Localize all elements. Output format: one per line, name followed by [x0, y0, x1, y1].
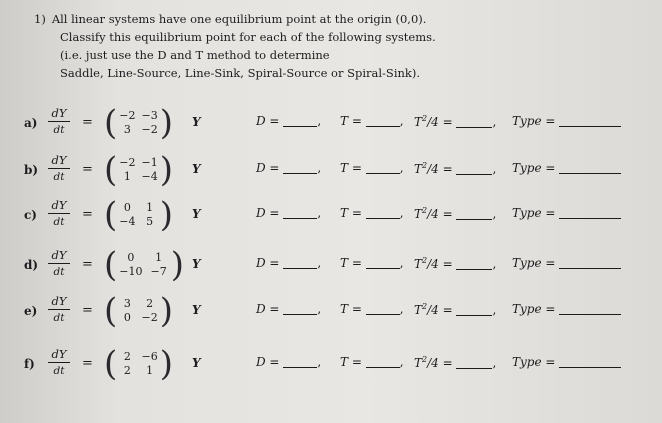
right-paren: ) [159, 103, 173, 143]
determinant-blank[interactable] [283, 268, 317, 269]
derivative-fraction [46, 248, 72, 279]
problem-label: e) [24, 304, 38, 318]
trace-field: T = , [340, 256, 404, 270]
problem-row [24, 104, 644, 144]
trace-blank[interactable] [366, 314, 400, 315]
trace-squared-label: $T^2/4$ = [414, 302, 453, 317]
problem-label: b) [24, 163, 39, 177]
derivative-fraction [46, 153, 72, 184]
left-paren: ( [104, 103, 118, 143]
trace-squared-label: $T^2/4$ = [414, 161, 453, 176]
determinant-blank[interactable] [283, 367, 317, 368]
left-paren: ( [104, 344, 118, 384]
matrix-entry: −3 [141, 109, 158, 122]
trace-label: T = [340, 256, 362, 270]
type-field [512, 256, 621, 270]
question-intro [34, 10, 634, 82]
left-paren: ( [104, 150, 118, 190]
problem-row [24, 292, 644, 332]
type-label: Type = [512, 256, 556, 270]
matrix-entry: −6 [141, 350, 158, 363]
determinant-field: D = , [256, 206, 322, 220]
determinant-label: D = [256, 161, 280, 175]
determinant-field: D = , [256, 161, 322, 175]
intro-line-3: (i.e. just use the D and T method to determine [60, 48, 330, 62]
matrix-entry: 0 [123, 201, 131, 214]
type-label: Type = [512, 302, 556, 316]
determinant-blank[interactable] [283, 173, 317, 174]
determinant-blank[interactable] [283, 126, 317, 127]
matrix-entry: 2 [123, 364, 131, 377]
trace-label: T = [340, 355, 362, 369]
derivative-denominator: dt [53, 312, 65, 324]
fraction-bar [48, 263, 70, 264]
problem-row [24, 196, 644, 236]
problem-label: c) [24, 208, 37, 222]
derivative-fraction [46, 198, 72, 229]
type-blank[interactable] [559, 173, 621, 174]
trace-field: T = , [340, 302, 404, 316]
problem-label: f) [24, 357, 35, 371]
trace-label: T = [340, 206, 362, 220]
equals-sign: = [82, 356, 93, 371]
trace-blank[interactable] [366, 268, 400, 269]
derivative-fraction [46, 106, 72, 137]
intro-text-1: All linear systems have one equilibrium point at the origin (0,0). [51, 12, 427, 26]
right-paren: ) [170, 245, 184, 285]
matrix-entry: 1 [146, 201, 154, 214]
coefficient-matrix [104, 104, 184, 142]
type-label: Type = [512, 355, 556, 369]
coefficient-matrix [104, 292, 184, 330]
trace-squared-blank[interactable] [456, 127, 492, 128]
state-vector: Y [192, 356, 201, 370]
matrix-cells [117, 201, 159, 229]
matrix-entry: −4 [141, 170, 158, 183]
intro-line-2: Classify this equilibrium point for each of the following systems. [60, 30, 436, 44]
trace-blank[interactable] [366, 367, 400, 368]
left-paren: ( [104, 245, 118, 285]
matrix-entry: 2 [146, 297, 154, 310]
type-field [512, 161, 621, 175]
equals-sign: = [82, 162, 93, 177]
type-blank[interactable] [559, 367, 621, 368]
type-label: Type = [512, 206, 556, 220]
type-field [512, 355, 621, 369]
trace-squared-field: $T^2/4$ = , [414, 161, 497, 176]
trace-squared-blank[interactable] [456, 368, 492, 369]
coefficient-matrix [104, 246, 184, 284]
determinant-label: D = [256, 355, 280, 369]
intro-line-4: Saddle, Line-Source, Line-Sink, Spiral-Source or Spiral-Sink). [60, 66, 421, 80]
matrix-entry: −10 [119, 265, 143, 278]
matrix-entry: −1 [141, 156, 158, 169]
determinant-label: D = [256, 114, 280, 128]
trace-field: T = , [340, 161, 404, 175]
type-label: Type = [512, 114, 556, 128]
left-paren: ( [104, 291, 118, 331]
right-paren: ) [159, 195, 173, 235]
type-field [512, 302, 621, 316]
matrix-cells [117, 251, 170, 279]
derivative-numerator: dY [51, 198, 67, 212]
trace-squared-field: $T^2/4$ = , [414, 302, 497, 317]
matrix-cells [117, 297, 159, 325]
type-blank[interactable] [559, 314, 621, 315]
state-vector: Y [192, 257, 201, 271]
coefficient-matrix [104, 151, 184, 189]
matrix-entry: −7 [150, 265, 167, 278]
state-vector: Y [192, 303, 201, 317]
derivative-fraction [46, 347, 72, 378]
determinant-blank[interactable] [283, 218, 317, 219]
state-vector: Y [192, 207, 201, 221]
left-paren: ( [104, 195, 118, 235]
trace-blank[interactable] [366, 218, 400, 219]
determinant-field: D = , [256, 355, 322, 369]
derivative-numerator: dY [51, 106, 67, 120]
coefficient-matrix [104, 196, 184, 234]
derivative-denominator: dt [53, 266, 65, 278]
trace-squared-label: $T^2/4$ = [414, 206, 453, 221]
matrix-entry: 1 [123, 170, 131, 183]
trace-squared-label: $T^2/4$ = [414, 114, 453, 129]
problem-row [24, 151, 644, 191]
intro-line-1 [34, 10, 634, 28]
matrix-entry: −2 [119, 156, 136, 169]
matrix-cells [117, 350, 159, 378]
matrix-entry: −2 [141, 123, 158, 136]
type-blank[interactable] [559, 268, 621, 269]
equals-sign: = [82, 303, 93, 318]
fraction-bar [48, 309, 70, 310]
type-blank[interactable] [559, 218, 621, 219]
trace-squared-field: $T^2/4$ = , [414, 355, 497, 370]
fraction-bar [48, 213, 70, 214]
derivative-fraction [46, 294, 72, 325]
problem-label: d) [24, 258, 39, 272]
coefficient-matrix [104, 345, 184, 383]
question-number: 1) [34, 12, 46, 26]
trace-squared-field: $T^2/4$ = , [414, 206, 497, 221]
right-paren: ) [159, 291, 173, 331]
matrix-entry: 1 [155, 251, 163, 264]
determinant-label: D = [256, 256, 280, 270]
trace-blank[interactable] [366, 126, 400, 127]
trace-squared-blank[interactable] [456, 174, 492, 175]
derivative-numerator: dY [51, 153, 67, 167]
problem-label: a) [24, 116, 38, 130]
matrix-entry: −2 [141, 311, 158, 324]
type-blank[interactable] [559, 126, 621, 127]
matrix-entry: 5 [146, 215, 154, 228]
matrix-cells [117, 109, 159, 137]
trace-field: T = , [340, 114, 404, 128]
matrix-entry: −2 [119, 109, 136, 122]
problem-row [24, 246, 644, 286]
trace-squared-blank[interactable] [456, 315, 492, 316]
derivative-denominator: dt [53, 171, 65, 183]
right-paren: ) [159, 150, 173, 190]
trace-label: T = [340, 161, 362, 175]
fraction-bar [48, 121, 70, 122]
derivative-denominator: dt [53, 365, 65, 377]
matrix-cells [117, 156, 159, 184]
determinant-blank[interactable] [283, 314, 317, 315]
equals-sign: = [82, 115, 93, 130]
derivative-denominator: dt [53, 216, 65, 228]
derivative-numerator: dY [51, 294, 67, 308]
trace-label: T = [340, 302, 362, 316]
equals-sign: = [82, 207, 93, 222]
trace-blank[interactable] [366, 173, 400, 174]
determinant-label: D = [256, 302, 280, 316]
right-paren: ) [159, 344, 173, 384]
type-field [512, 206, 621, 220]
matrix-entry: −4 [119, 215, 136, 228]
derivative-denominator: dt [53, 124, 65, 136]
type-field [512, 114, 621, 128]
determinant-field: D = , [256, 302, 322, 316]
fraction-bar [48, 168, 70, 169]
matrix-entry: 2 [123, 350, 131, 363]
trace-squared-blank[interactable] [456, 219, 492, 220]
trace-squared-field: $T^2/4$ = , [414, 114, 497, 129]
trace-field: T = , [340, 355, 404, 369]
matrix-entry: 0 [127, 251, 135, 264]
trace-label: T = [340, 114, 362, 128]
fraction-bar [48, 362, 70, 363]
type-label: Type = [512, 161, 556, 175]
derivative-numerator: dY [51, 347, 67, 361]
matrix-entry: 1 [146, 364, 154, 377]
trace-squared-label: $T^2/4$ = [414, 355, 453, 370]
equals-sign: = [82, 257, 93, 272]
determinant-field: D = , [256, 114, 322, 128]
matrix-entry: 3 [123, 297, 131, 310]
trace-squared-blank[interactable] [456, 269, 492, 270]
trace-field: T = , [340, 206, 404, 220]
trace-squared-field: $T^2/4$ = , [414, 256, 497, 271]
matrix-entry: 3 [123, 123, 131, 136]
state-vector: Y [192, 162, 201, 176]
trace-squared-label: $T^2/4$ = [414, 256, 453, 271]
determinant-field: D = , [256, 256, 322, 270]
problem-row [24, 345, 644, 385]
state-vector: Y [192, 115, 201, 129]
matrix-entry: 0 [123, 311, 131, 324]
derivative-numerator: dY [51, 248, 67, 262]
determinant-label: D = [256, 206, 280, 220]
